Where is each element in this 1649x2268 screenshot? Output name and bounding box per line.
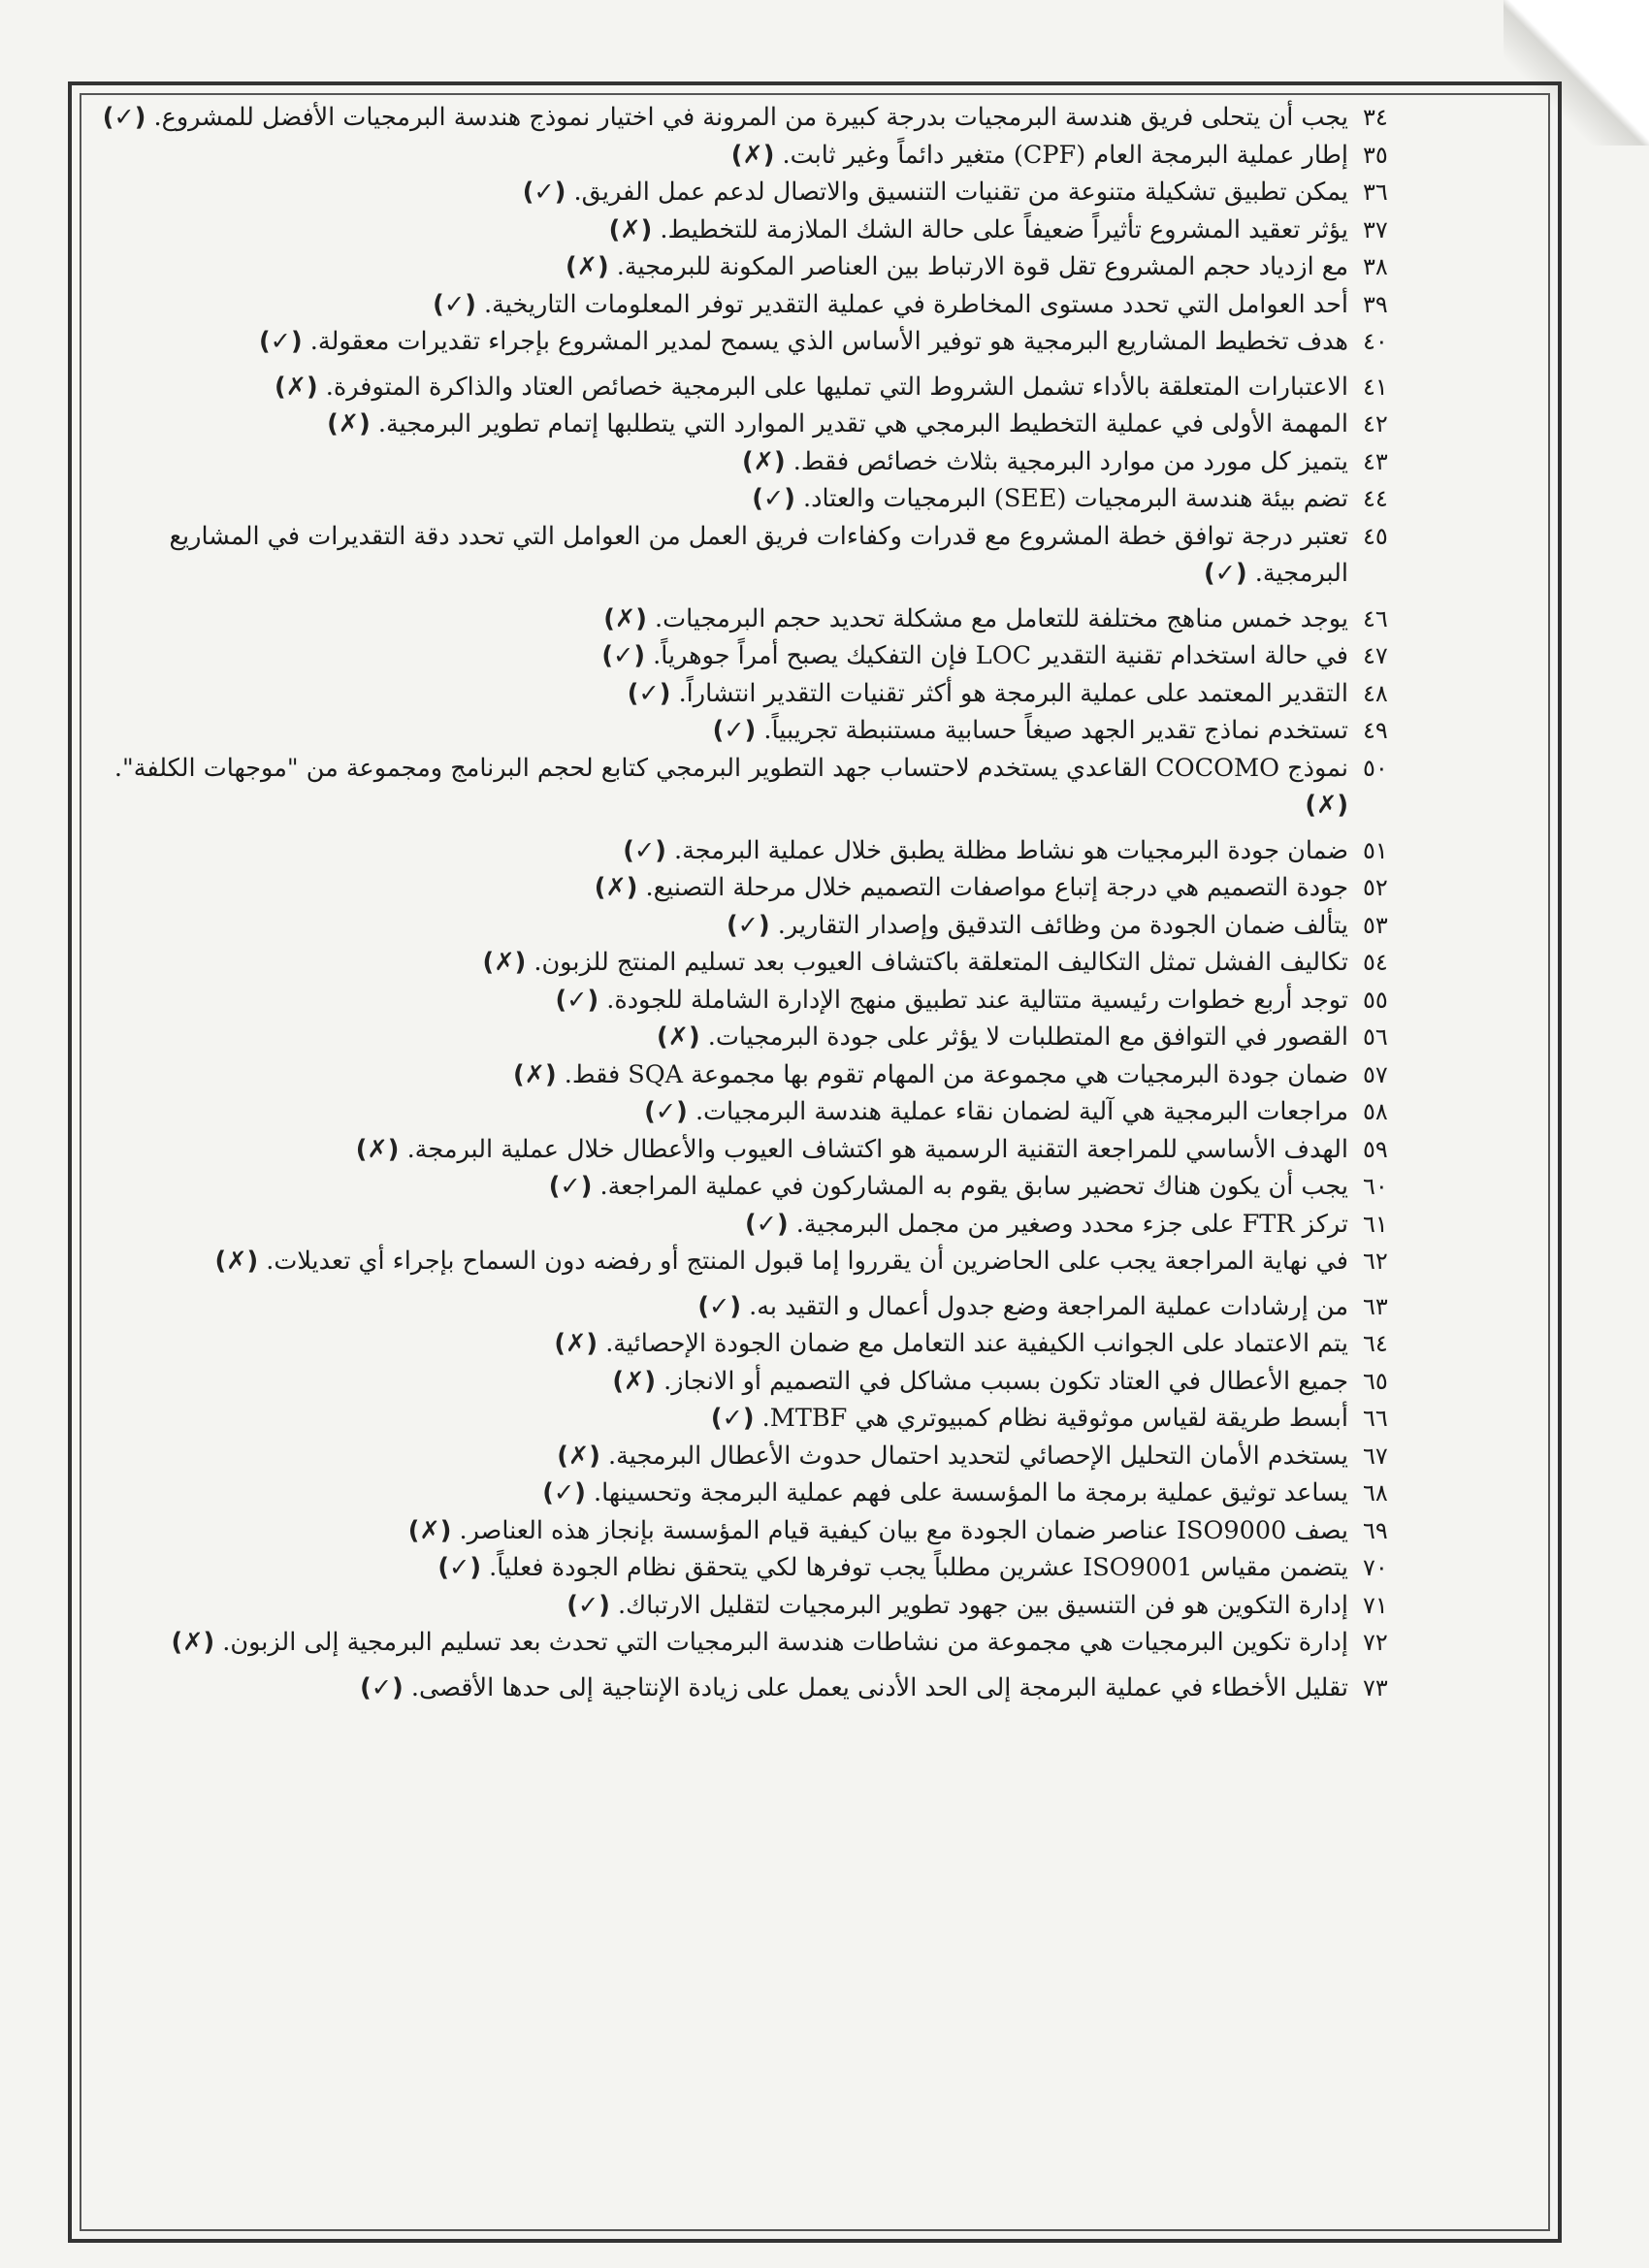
- cross-mark-icon: (✗): [730, 140, 775, 170]
- question-text: يتضمن مقياس ISO9001 عشرين مطلباً يجب توفرها لكي يتحقق نظام الجودة فعلياً.: [489, 1553, 1348, 1582]
- check-mark-icon: (✓): [627, 678, 671, 708]
- question-number: ٤٧: [1363, 642, 1388, 669]
- question-number: ٦٩: [1363, 1516, 1388, 1544]
- question-number: ٤٦: [1363, 604, 1388, 632]
- question-item: [97, 907, 1455, 945]
- question-item: [97, 1549, 1455, 1587]
- question-item: [97, 99, 1455, 137]
- check-mark-icon: (✓): [712, 716, 757, 745]
- question-item: [97, 1131, 1455, 1169]
- cross-mark-icon: (✗): [327, 409, 371, 438]
- question-item: [97, 1325, 1455, 1363]
- question-number: ٣٦: [1363, 178, 1388, 206]
- question-number: ٤٣: [1363, 447, 1388, 475]
- question-number: ٤٢: [1363, 410, 1388, 437]
- question-number: ٥٠: [1363, 754, 1388, 782]
- check-mark-icon: (✓): [697, 1291, 742, 1321]
- check-mark-icon: (✓): [548, 1172, 593, 1201]
- question-item: [97, 675, 1455, 713]
- question-item: [97, 1288, 1455, 1326]
- question-text: تكاليف الفشل تمثل التكاليف المتعلقة باكتشاف العيوب بعد تسليم المنتج للزبون.: [534, 948, 1348, 977]
- cross-mark-icon: (✗): [482, 948, 527, 977]
- question-number: ٤١: [1363, 373, 1388, 401]
- question-number: ٦٦: [1363, 1405, 1388, 1432]
- question-text: مراجعات البرمجية هي آلية لضمان نقاء عملية هندسة البرمجيات.: [695, 1097, 1348, 1126]
- question-item: [97, 750, 1455, 825]
- cross-mark-icon: (✗): [656, 1022, 700, 1052]
- cross-mark-icon: (✗): [214, 1247, 259, 1276]
- question-number: ٥٧: [1363, 1060, 1388, 1088]
- question-item: [97, 1587, 1455, 1625]
- question-text: إطار عملية البرمجة العام (CPF) متغير دائماً وغير ثابت.: [782, 140, 1348, 170]
- question-item: [97, 1093, 1455, 1131]
- cross-mark-icon: (✗): [554, 1329, 598, 1358]
- cross-mark-icon: (✗): [1305, 791, 1348, 820]
- question-item: [97, 480, 1455, 518]
- question-text: يؤثر تعقيد المشروع تأثيراً ضعيفاً على حالة الشك الملازمة للتخطيط.: [660, 214, 1348, 244]
- question-number: ٧٢: [1363, 1629, 1388, 1656]
- cross-mark-icon: (✗): [565, 252, 609, 281]
- cross-mark-icon: (✗): [612, 1366, 656, 1396]
- question-number: ٤٠: [1363, 328, 1388, 355]
- question-text: جميع الأعطال في العتاد تكون بسبب مشاكل في التصميم أو الانجاز.: [663, 1366, 1348, 1396]
- question-text: من إرشادات عملية المراجعة وضع جدول أعمال و التقيد به.: [749, 1291, 1348, 1321]
- question-number: ٥٦: [1363, 1023, 1388, 1051]
- question-item: [97, 1669, 1455, 1707]
- question-number: ٤٤: [1363, 485, 1388, 512]
- question-text: يساعد توثيق عملية برمجة ما المؤسسة على فهم عملية البرمجة وتحسينها.: [594, 1478, 1348, 1507]
- question-item: [97, 1438, 1455, 1475]
- question-text: أبسط طريقة لقياس موثوقية نظام كمبيوتري هي MTBF.: [761, 1404, 1348, 1433]
- cross-mark-icon: (✗): [407, 1515, 452, 1545]
- question-item: [97, 1474, 1455, 1512]
- question-item: [97, 1206, 1455, 1244]
- question-number: ٧٣: [1363, 1673, 1388, 1701]
- cross-mark-icon: (✗): [274, 372, 318, 402]
- question-item: [97, 174, 1455, 211]
- question-item: [97, 869, 1455, 907]
- cross-mark-icon: (✗): [594, 873, 638, 902]
- question-item: [97, 1168, 1455, 1206]
- question-text: ضمان جودة البرمجيات هو نشاط مظلة يطبق خلال عملية البرمجة.: [674, 835, 1348, 865]
- question-text: نموذج COCOMO القاعدي يستخدم لاحتساب جهد التطوير البرمجي كتابع لحجم البرنامج ومجموعة من "موجهات الكلفة".: [113, 753, 1348, 783]
- check-mark-icon: (✓): [102, 103, 146, 132]
- question-item: [97, 600, 1455, 638]
- question-text: توجد أربع خطوات رئيسية متتالية عند تطبيق منهج الإدارة الشاملة للجودة.: [606, 985, 1348, 1015]
- question-item: [97, 286, 1455, 324]
- question-item: [97, 944, 1455, 982]
- question-text: في نهاية المراجعة يجب على الحاضرين أن يقرروا إما قبول المنتج أو رفضه دون السماح بإجراء أي تعديلات.: [266, 1247, 1348, 1276]
- question-number: ٦٥: [1363, 1367, 1388, 1395]
- question-text: يتألف ضمان الجودة من وظائف التدقيق وإصدار التقارير.: [777, 910, 1348, 940]
- question-item: [97, 1019, 1455, 1056]
- question-item: [97, 211, 1455, 249]
- question-text: تعتبر درجة توافق خطة المشروع مع قدرات وكفاءات فريق العمل من العوامل التي تحدد دقة التقديرات في المشاريع البرمجية.: [169, 521, 1348, 588]
- question-number: ٥٩: [1363, 1135, 1388, 1163]
- question-item: [97, 443, 1455, 481]
- question-text: يتميز كل مورد من موارد البرمجية بثلاث خصائص فقط.: [792, 446, 1348, 476]
- cross-mark-icon: (✗): [355, 1134, 400, 1164]
- check-mark-icon: (✓): [522, 178, 566, 207]
- question-text: يجب أن يكون هناك تحضير سابق يقوم به المشاركون في عملية المراجعة.: [599, 1172, 1348, 1201]
- question-item: [97, 832, 1455, 870]
- check-mark-icon: (✓): [437, 1553, 481, 1582]
- question-text: يصف ISO9000 عناصر ضمان الجودة مع بيان كيفية قيام المؤسسة بإنجاز هذه العناصر.: [459, 1515, 1348, 1545]
- question-text: الهدف الأساسي للمراجعة التقنية الرسمية هو اكتشاف العيوب والأعطال خلال عملية البرمجة.: [406, 1134, 1348, 1164]
- question-number: ٦١: [1363, 1210, 1388, 1238]
- cross-mark-icon: (✗): [741, 446, 786, 476]
- question-text: تركز FTR على جزء محدد وصغير من مجمل البرمجية.: [795, 1209, 1348, 1239]
- question-text: يستخدم الأمان التحليل الإحصائي لتحديد احتمال حدوث الأعطال البرمجية.: [608, 1441, 1348, 1471]
- question-item: [97, 637, 1455, 675]
- check-mark-icon: (✓): [360, 1672, 404, 1702]
- question-number: ٣٧: [1363, 215, 1388, 243]
- question-number: ٧٠: [1363, 1554, 1388, 1581]
- question-item: [97, 1512, 1455, 1550]
- question-number: ٧١: [1363, 1591, 1388, 1619]
- question-item: [97, 518, 1455, 593]
- question-text: يوجد خمس مناهج مختلفة للتعامل مع مشكلة تحديد حجم البرمجيات.: [655, 603, 1348, 633]
- question-number: ٣٥: [1363, 141, 1388, 169]
- question-number: ٦٠: [1363, 1173, 1388, 1200]
- check-mark-icon: (✓): [644, 1097, 688, 1126]
- question-item: [97, 1363, 1455, 1401]
- check-mark-icon: (✓): [1203, 559, 1247, 588]
- check-mark-icon: (✓): [601, 641, 646, 670]
- question-item: [97, 1243, 1455, 1280]
- question-text: الاعتبارات المتعلقة بالأداء تشمل الشروط التي تمليها على البرمجية خصائص العتاد والذاكرة المتوفرة.: [325, 372, 1348, 402]
- cross-mark-icon: (✗): [512, 1059, 557, 1089]
- question-text: ضمان جودة البرمجيات هي مجموعة من المهام تقوم بها مجموعة SQA فقط.: [564, 1059, 1348, 1089]
- question-number: ٣٨: [1363, 253, 1388, 280]
- check-mark-icon: (✓): [623, 835, 666, 865]
- question-item: [97, 405, 1455, 443]
- question-number: ٦٢: [1363, 1247, 1388, 1275]
- question-text: في حالة استخدام تقنية التقدير LOC فإن التفكيك يصبح أمراً جوهرياً.: [653, 641, 1348, 670]
- question-number: ٥٢: [1363, 874, 1388, 901]
- question-text: تضم بيئة هندسة البرمجيات (SEE) البرمجيات والعتاد.: [803, 484, 1348, 513]
- question-number: ٤٥: [1363, 522, 1388, 550]
- cross-mark-icon: (✗): [171, 1628, 215, 1657]
- question-number: ٥١: [1363, 836, 1388, 864]
- cross-mark-icon: (✗): [557, 1441, 600, 1471]
- question-item: [97, 982, 1455, 1020]
- check-mark-icon: (✓): [710, 1404, 755, 1433]
- question-text: مع ازدياد حجم المشروع تقل قوة الارتباط بين العناصر المكونة للبرمجية.: [616, 252, 1348, 281]
- question-text: تقليل الأخطاء في عملية البرمجة إلى الحد الأدنى يعمل على زيادة الإنتاجية إلى حدها الأقصى.: [410, 1672, 1348, 1702]
- question-sheet: [97, 99, 1455, 2155]
- question-number: ٥٥: [1363, 986, 1388, 1014]
- check-mark-icon: (✓): [542, 1478, 586, 1507]
- question-text: القصور في التوافق مع المتطلبات لا يؤثر على جودة البرمجيات.: [707, 1022, 1348, 1052]
- question-list: [97, 99, 1455, 1706]
- question-item: [97, 137, 1455, 175]
- question-item: [97, 369, 1455, 406]
- question-number: ٣٤: [1363, 104, 1388, 131]
- question-item: [97, 1624, 1455, 1662]
- question-text: إدارة التكوين هو فن التنسيق بين جهود تطوير البرمجيات لتقليل الارتباك.: [618, 1590, 1348, 1620]
- question-item: [97, 248, 1455, 286]
- question-number: ٦٤: [1363, 1330, 1388, 1357]
- question-text: تستخدم نماذج تقدير الجهد صيغاً حسابية مستنبطة تجريبياً.: [763, 716, 1348, 745]
- question-item: [97, 712, 1455, 750]
- check-mark-icon: (✓): [752, 484, 795, 513]
- check-mark-icon: (✓): [744, 1209, 789, 1239]
- question-number: ٣٩: [1363, 290, 1388, 318]
- check-mark-icon: (✓): [566, 1590, 610, 1620]
- question-text: هدف تخطيط المشاريع البرمجية هو توفير الأساس الذي يسمح لمدير المشروع بإجراء تقديرات معقولة.: [309, 327, 1348, 356]
- question-number: ٦٣: [1363, 1292, 1388, 1320]
- question-text: يجب أن يتحلى فريق هندسة البرمجيات بدرجة كبيرة من المرونة في اختيار نموذج هندسة البرمجيات الأفضل للمشروع.: [153, 103, 1348, 132]
- question-text: يمكن تطبيق تشكيلة متنوعة من تقنيات التنسيق والاتصال لدعم عمل الفريق.: [573, 178, 1348, 207]
- question-item: [97, 323, 1455, 361]
- question-number: ٦٧: [1363, 1442, 1388, 1470]
- check-mark-icon: (✓): [726, 910, 770, 940]
- question-number: ٥٨: [1363, 1098, 1388, 1125]
- question-number: ٤٩: [1363, 717, 1388, 744]
- question-number: ٦٨: [1363, 1479, 1388, 1507]
- question-text: يتم الاعتماد على الجوانب الكيفية عند التعامل مع ضمان الجودة الإحصائية.: [605, 1329, 1348, 1358]
- question-item: [97, 1400, 1455, 1438]
- question-text: جودة التصميم هي درجة إتباع مواصفات التصميم خلال مرحلة التصنيع.: [645, 873, 1348, 902]
- question-text: المهمة الأولى في عملية التخطيط البرمجي هي تقدير الموارد التي يتطلبها إتمام تطوير البرمجية.: [377, 409, 1348, 438]
- question-number: ٤٨: [1363, 679, 1388, 707]
- question-text: إدارة تكوين البرمجيات هي مجموعة من نشاطات هندسة البرمجيات التي تحدث بعد تسليم البرمجية إلى الزبون.: [222, 1628, 1348, 1657]
- question-item: [97, 1056, 1455, 1094]
- check-mark-icon: (✓): [433, 289, 476, 319]
- question-text: أحد العوامل التي تحدد مستوى المخاطرة في عملية التقدير توفر المعلومات التاريخية.: [483, 289, 1348, 319]
- cross-mark-icon: (✗): [608, 214, 653, 244]
- check-mark-icon: (✓): [259, 327, 303, 356]
- question-number: ٥٤: [1363, 949, 1388, 976]
- question-text: التقدير المعتمد على عملية البرمجة هو أكثر تقنيات التقدير انتشاراً.: [678, 678, 1348, 708]
- cross-mark-icon: (✗): [603, 603, 647, 633]
- question-number: ٥٣: [1363, 911, 1388, 939]
- check-mark-icon: (✓): [555, 985, 599, 1015]
